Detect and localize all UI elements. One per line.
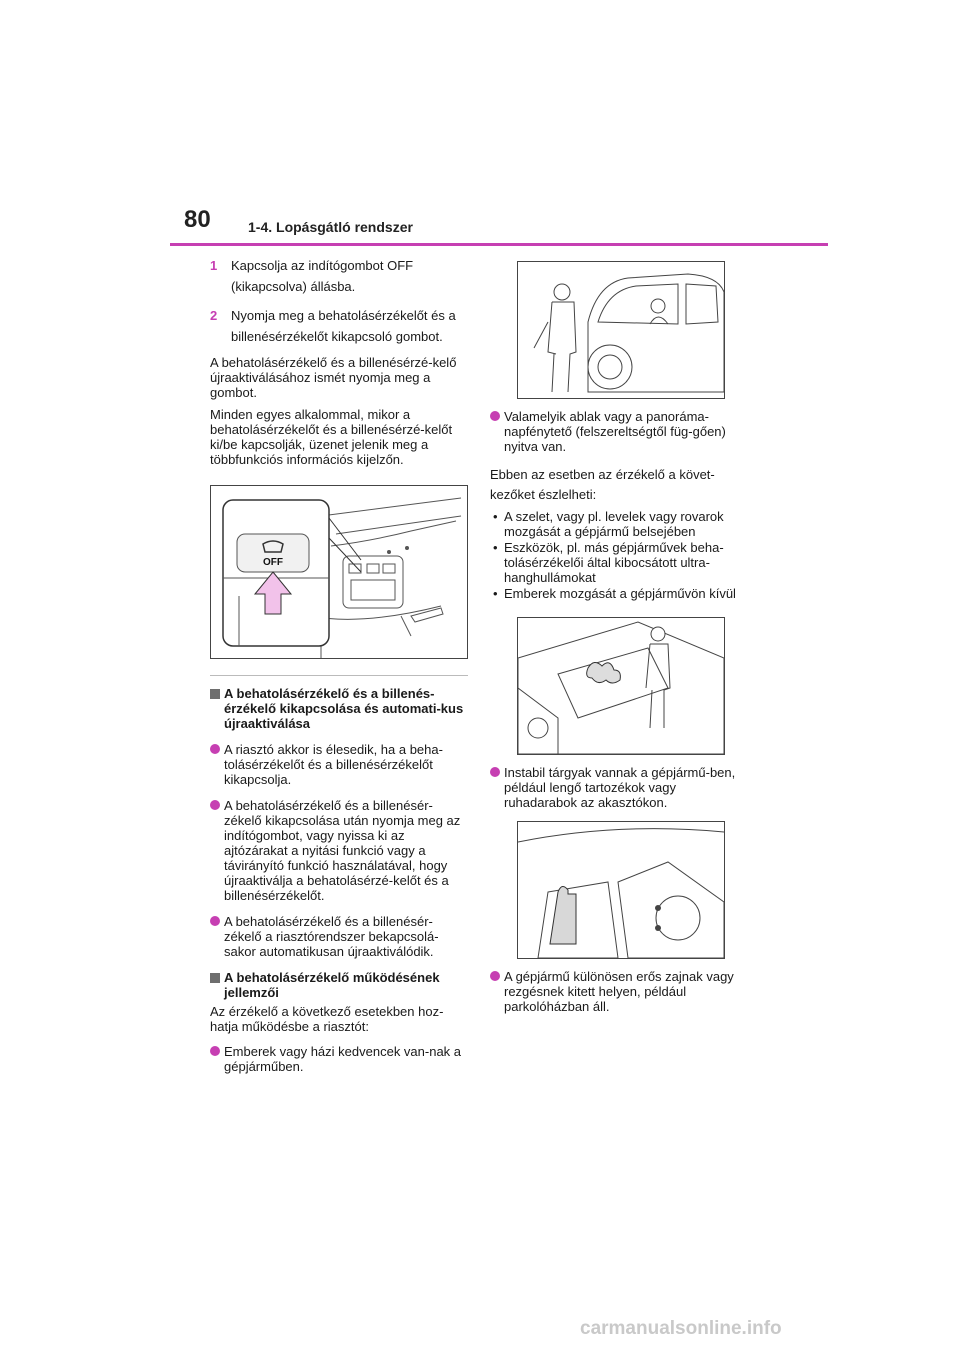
message-paragraph: Minden egyes alkalommal, mikor a behatolásérzékelőt és a billenésérzé-kelőt ki/be kapcsolják, üzenet jelenik meg a többfunkciós információs kijelzőn. bbox=[210, 407, 453, 467]
bullet-text: A gépjármű különösen erős zajnak vagy rezgésnek kitett helyen, például parkolóházban áll. bbox=[504, 969, 734, 1014]
round-bullet-icon bbox=[490, 411, 500, 421]
reactivate-paragraph: A behatolásérzékelő és a billenésérzé-kelő újraaktiválásához ismét nyomja meg a gombot. bbox=[210, 355, 457, 400]
dot-bullet-icon: • bbox=[493, 540, 498, 555]
round-bullet-icon bbox=[210, 744, 220, 754]
heading-text: A behatolásérzékelő és a billenés-érzékelő kikapcsolása és automati-kus újraaktiválása bbox=[224, 686, 464, 731]
hanging-clothes-figure bbox=[517, 821, 725, 959]
bullet-item bbox=[210, 1044, 468, 1074]
bullet-item bbox=[210, 914, 468, 959]
dot-bullet-icon: • bbox=[493, 586, 498, 601]
square-bullet-icon bbox=[210, 689, 220, 699]
bullet-text: A behatolásérzékelő és a billenésér-zékelő a riasztórendszer bekapcsolá-sakor automatikusan újraaktiválódik. bbox=[224, 914, 439, 959]
bullet-text: Valamelyik ablak vagy a panoráma-napfénytető (felszereltségtől füg-gően) nyitva van. bbox=[504, 409, 726, 454]
bullet-item bbox=[490, 765, 748, 810]
sunroof-leaves-illustration bbox=[518, 618, 724, 754]
button-location-figure bbox=[210, 485, 468, 659]
watermark: carmanualsonline.info bbox=[580, 1318, 782, 1339]
bullet-text: A riasztó akkor is élesedik, ha a beha-tolásérzékelőt és a billenésérzékelőt kikapcsolja. bbox=[224, 742, 443, 787]
round-bullet-icon bbox=[490, 767, 500, 777]
left-column bbox=[210, 255, 468, 1085]
bullet-text: A behatolásérzékelő és a billenésér-zékelő kikapcsolása után nyomja meg az indítógombot, vagy nyissa ki az ajtózárakat a nyitási funkció vagy a távirányító funkció használatával, hogy újraaktiválja a behatolásérzé-kelőt és a billenésérzékelőt. bbox=[224, 798, 461, 903]
round-bullet-icon bbox=[210, 1046, 220, 1056]
step-number: 2 bbox=[210, 308, 218, 323]
round-bullet-icon bbox=[210, 800, 220, 810]
overhead-console-illustration bbox=[211, 486, 467, 658]
round-bullet-icon bbox=[210, 916, 220, 926]
sub-item bbox=[490, 586, 748, 601]
heading-text: A behatolásérzékelő működésének jellemzői bbox=[224, 970, 440, 1000]
sub-item-text: Emberek mozgását a gépjárművön kívül bbox=[504, 586, 736, 601]
sub-item-text: A szelet, vagy pl. levelek vagy rovarok mozgását a gépjármű belsejében bbox=[504, 509, 724, 539]
bullet-item bbox=[490, 409, 748, 454]
bullet-item bbox=[490, 969, 748, 1014]
step-1 bbox=[210, 255, 468, 297]
sub-item bbox=[490, 509, 748, 539]
person-near-car-illustration bbox=[518, 262, 724, 398]
sunroof-leaves-figure bbox=[517, 617, 725, 755]
dot-bullet-icon: • bbox=[493, 509, 498, 524]
page-number: 80 bbox=[184, 206, 211, 233]
sub-item-text: Eszközök, pl. más gépjárművek beha-tolásérzékelői által kibocsátott ultra-hanghullámokat bbox=[504, 540, 724, 585]
bullet-item bbox=[210, 798, 468, 903]
bullet-text: Emberek vagy házi kedvencek van-nak a gépjárműben. bbox=[224, 1044, 462, 1074]
trigger-paragraph: Az érzékelő a következő esetekben hoz-hatja működésbe a riasztót: bbox=[210, 1004, 444, 1034]
bullet-item bbox=[210, 742, 468, 787]
detect-paragraph: Ebben az esetben az érzékelő a követ-kezőket észlelheti: bbox=[490, 467, 715, 502]
square-bullet-icon bbox=[210, 973, 220, 983]
sub-item bbox=[490, 540, 748, 585]
bullet-text: Instabil tárgyak vannak a gépjármű-ben, például lengő tartozékok vagy ruhadarabok az akasztókon. bbox=[504, 765, 736, 810]
section-divider bbox=[210, 675, 468, 676]
right-column bbox=[490, 261, 748, 1025]
heading-sensor-characteristics bbox=[210, 970, 468, 1000]
person-near-car-figure bbox=[517, 261, 725, 399]
step-2 bbox=[210, 305, 468, 347]
step-number: 1 bbox=[210, 258, 218, 273]
hanging-clothes-illustration bbox=[518, 822, 724, 958]
section-title: 1-4. Lopásgátló rendszer bbox=[248, 219, 413, 235]
round-bullet-icon bbox=[490, 971, 500, 981]
off-button-label: OFF bbox=[263, 557, 283, 568]
step-text: Kapcsolja az indítógombot OFF (kikapcsolva) állásba. bbox=[231, 258, 414, 294]
heading-deactivation bbox=[210, 686, 468, 731]
header-rule bbox=[170, 243, 828, 246]
step-text: Nyomja meg a behatolásérzékelőt és a billenésérzékelőt kikapcsoló gombot. bbox=[231, 308, 456, 344]
